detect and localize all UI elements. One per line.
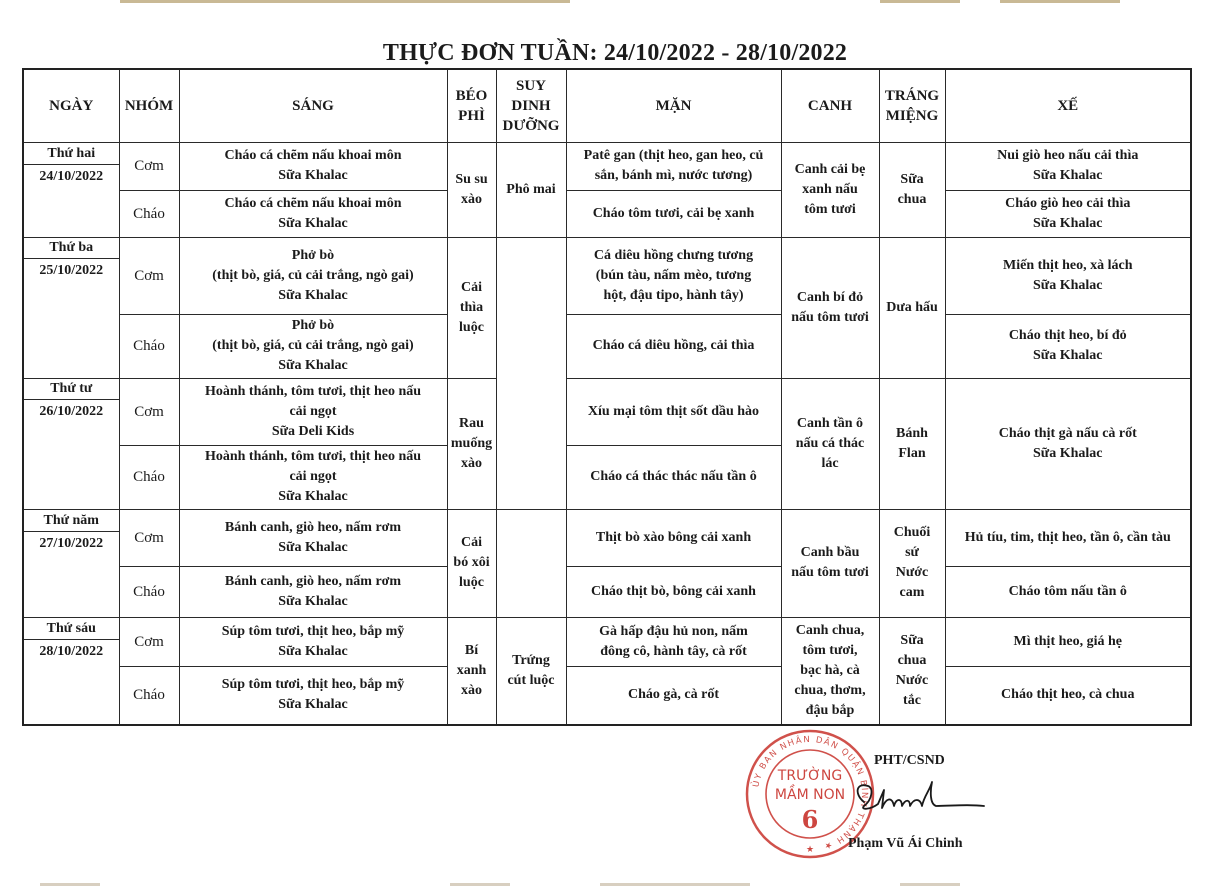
cell-line: Canh cải bẹ — [794, 161, 866, 177]
cell-line: (bún tàu, nấm mèo, tương — [595, 267, 752, 283]
cell-line: xào — [461, 455, 482, 471]
bottom-rule — [40, 883, 100, 886]
table-row — [23, 666, 1191, 725]
group-cell: Cơm — [119, 142, 179, 190]
cell-line: Su su — [455, 171, 488, 187]
breakfast-cell — [179, 617, 447, 666]
day-date: 28/10/2022 — [39, 644, 104, 660]
cell-line: Xíu mại tôm thịt sốt dầu hào — [587, 403, 760, 419]
header-xe: XẾ — [945, 69, 1191, 142]
xe-cell — [945, 617, 1191, 666]
svg-text:ỦY BAN NHÂN DÂN QUẬN BÌNH THẠN: ỦY BAN NHÂN DÂN QUẬN BÌNH THẠNH ★ — [751, 734, 870, 852]
cell-line: Sữa Khalac — [278, 593, 348, 609]
bottom-decoration — [0, 880, 1230, 887]
canh-cell — [781, 237, 879, 378]
cell-line: Cháo tôm tươi, cải bẹ xanh — [592, 205, 755, 221]
cell-line: Canh bí đỏ — [796, 289, 864, 305]
cell-line: Sữa Khalac — [1033, 348, 1103, 363]
cell-line: luộc — [459, 575, 484, 590]
group-cell: Cháo — [119, 314, 179, 378]
cell-line: cải ngọt — [289, 469, 337, 484]
cell-line: Phở bò — [291, 247, 335, 263]
group-cell: Cháo — [119, 666, 179, 725]
trang-mieng-cell — [879, 142, 945, 237]
cell-line: xào — [461, 191, 482, 207]
xe-cell — [945, 314, 1191, 378]
group-cell: Cơm — [119, 617, 179, 666]
handwritten-signature — [850, 776, 990, 826]
breakfast-cell — [179, 314, 447, 378]
day-date: 27/10/2022 — [39, 535, 104, 551]
cell-line: bạc hà, cà — [800, 662, 860, 678]
cell-line: Cháo thịt gà nấu cà rốt — [998, 425, 1137, 441]
breakfast-cell — [179, 445, 447, 509]
cell-line: Cháo thịt heo, cà chua — [1001, 687, 1135, 703]
cell-line: xanh nấu — [802, 181, 858, 197]
cell-line: nấu cá thác — [795, 435, 865, 451]
man-cell — [566, 666, 781, 725]
header-ngay: NGÀY — [23, 69, 119, 142]
man-cell — [566, 142, 781, 190]
beo-phi-cell — [447, 617, 496, 725]
cell-line: cam — [899, 585, 925, 600]
cell-line: Sữa Khalac — [278, 697, 348, 713]
cell-line: thìa — [459, 299, 484, 315]
cell-line: Cháo tôm nấu tần ô — [1008, 583, 1127, 599]
beo-phi-cell — [447, 378, 496, 509]
cell-line: hột, đậu tipo, hành tây) — [603, 287, 744, 303]
breakfast-cell — [179, 237, 447, 314]
cell-line: sắn, bánh mì, nước tương) — [594, 168, 753, 183]
table-row — [23, 509, 1191, 566]
canh-cell — [781, 509, 879, 617]
cell-line: Nước — [895, 672, 929, 688]
man-cell — [566, 617, 781, 666]
svg-text:MẦM NON: MẦM NON — [774, 787, 846, 803]
xe-cell — [945, 237, 1191, 314]
group-cell: Cháo — [119, 190, 179, 237]
breakfast-cell — [179, 190, 447, 237]
cell-line: Miến thịt heo, xà lách — [1003, 257, 1133, 273]
cell-line: Sữa Khalac — [278, 539, 348, 555]
table-row — [23, 566, 1191, 617]
cell-line: Sữa Khalac — [1033, 445, 1103, 461]
cell-line: nấu tôm tươi — [791, 309, 869, 325]
beo-phi-cell — [447, 237, 496, 378]
top-decoration — [0, 0, 1230, 6]
day-date: 26/10/2022 — [39, 403, 104, 419]
cell-line: (thịt bò, giá, củ cải trắng, ngò gai) — [212, 267, 414, 283]
cell-line: chua — [897, 191, 927, 207]
man-cell — [566, 509, 781, 566]
cell-line: Sữa Khalac — [278, 358, 348, 373]
breakfast-cell — [179, 666, 447, 725]
cell-line: Patê gan (thịt heo, gan heo, củ — [583, 148, 764, 163]
cell-line: Cải — [461, 279, 482, 295]
cell-line: Nước — [895, 565, 929, 580]
cell-line: Rau — [459, 415, 484, 431]
cell-line: Cháo cá chẽm nấu khoai môn — [224, 195, 402, 211]
trang-mieng-cell — [879, 617, 945, 725]
beo-phi-cell — [447, 509, 496, 617]
table-row — [23, 314, 1191, 378]
man-cell — [566, 566, 781, 617]
cell-line: Sữa — [900, 171, 924, 187]
cell-line: lác — [821, 455, 839, 471]
top-rule — [120, 0, 570, 3]
suy-dinh-duong-cell — [496, 237, 566, 509]
cell-line: Cháo thịt heo, bí đỏ — [1008, 328, 1127, 343]
man-cell — [566, 445, 781, 509]
cell-line: đông cô, hành tây, cà rốt — [600, 643, 747, 659]
cell-line: Sữa Khalac — [278, 287, 348, 303]
cell-line: Bánh canh, giò heo, nấm rơm — [224, 519, 402, 535]
signer-role: PHT/CSND — [874, 753, 945, 768]
breakfast-cell — [179, 378, 447, 445]
man-cell — [566, 314, 781, 378]
canh-cell — [781, 142, 879, 237]
cell-line: nấu tôm tươi — [791, 565, 869, 580]
cell-line: Hủ tíu, tim, thịt heo, tần ô, cần tàu — [964, 529, 1171, 545]
cell-line: Cháo giò heo cải thìa — [1005, 195, 1131, 211]
cell-line: tôm tươi, — [802, 642, 858, 658]
header-sang: SÁNG — [179, 69, 447, 142]
day-cell — [23, 509, 119, 617]
top-rule — [1000, 0, 1120, 3]
cell-line: Cháo gà, cà rốt — [628, 687, 719, 703]
header-canh: CANH — [781, 69, 879, 142]
header-beo-phi — [447, 69, 496, 142]
cell-line: Chuối — [893, 525, 931, 540]
cell-line: bó xôi — [453, 555, 490, 570]
cell-line: (thịt bò, giá, củ cải trắng, ngò gai) — [212, 338, 414, 353]
cell-line: Sữa Khalac — [1033, 277, 1103, 293]
xe-cell — [945, 142, 1191, 190]
cell-line: tôm tươi — [804, 201, 856, 217]
cell-line: Sữa Khalac — [278, 215, 348, 231]
day-name: Thứ hai — [24, 144, 119, 165]
cell-line: Sữa Khalac — [278, 643, 348, 659]
xe-cell — [945, 566, 1191, 617]
day-cell — [23, 237, 119, 378]
xe-cell — [945, 378, 1191, 509]
suy-dinh-duong-cell — [496, 509, 566, 617]
cell-line: DINH — [511, 97, 551, 114]
group-cell: Cháo — [119, 566, 179, 617]
trang-mieng-cell — [879, 509, 945, 617]
man-cell — [566, 190, 781, 237]
table-row — [23, 378, 1191, 445]
cell-line: Cháo cá diêu hồng, cải thìa — [592, 338, 755, 353]
cell-line: Canh bầu — [800, 545, 860, 560]
svg-text:★: ★ — [805, 845, 815, 855]
cell-line: Súp tôm tươi, thịt heo, bắp mỹ — [221, 623, 405, 639]
svg-text:TRƯỜNG: TRƯỜNG — [777, 768, 843, 784]
bottom-rule — [450, 883, 510, 886]
man-cell — [566, 378, 781, 445]
cell-line: PHÌ — [458, 107, 485, 124]
cell-line: Sữa — [900, 632, 924, 648]
cell-line: sứ — [905, 545, 919, 560]
header-row — [23, 69, 1191, 142]
cell-line: Sữa Khalac — [1033, 215, 1103, 231]
cell-line: Gà hấp đậu hủ non, nấm — [599, 623, 748, 639]
day-name: Thứ sáu — [24, 619, 119, 640]
page-title: THỰC ĐƠN TUẦN: 24/10/2022 - 28/10/2022 — [382, 40, 848, 66]
xe-cell — [945, 509, 1191, 566]
group-cell: Cơm — [119, 509, 179, 566]
xe-cell — [945, 666, 1191, 725]
day-cell — [23, 378, 119, 509]
top-rule — [880, 0, 960, 3]
cell-line: muống — [450, 435, 493, 451]
day-cell — [23, 617, 119, 725]
group-cell: Cơm — [119, 378, 179, 445]
cell-line: đậu bắp — [805, 702, 855, 718]
xe-cell — [945, 190, 1191, 237]
cell-line: xanh — [456, 662, 487, 678]
cell-line: xào — [461, 682, 482, 698]
cell-line: Bánh — [896, 425, 928, 441]
table-row — [23, 617, 1191, 666]
cell-line: chua, thơm, — [794, 682, 866, 698]
suy-dinh-duong-cell — [496, 142, 566, 237]
beo-phi-cell — [447, 142, 496, 237]
cell-line: Phô mai — [506, 181, 556, 197]
cell-line: MIỆNG — [885, 107, 939, 124]
cell-line: Flan — [898, 445, 926, 461]
bottom-rule — [900, 883, 960, 886]
header-nhom: NHÓM — [119, 69, 179, 142]
table-row — [23, 190, 1191, 237]
cell-line: Sữa Khalac — [1033, 168, 1103, 183]
cell-line: luộc — [459, 319, 484, 335]
cell-line: chua — [897, 652, 927, 668]
cell-line: Cháo cá thác thác nấu tần ô — [590, 469, 757, 484]
cell-line: Hoành thánh, tôm tươi, thịt heo nấu — [204, 449, 422, 464]
day-date: 25/10/2022 — [39, 262, 104, 278]
cell-line: Trứng — [512, 652, 550, 668]
cell-line: Sữa Deli Kids — [271, 423, 355, 439]
man-cell — [566, 237, 781, 314]
day-name: Thứ tư — [24, 379, 119, 400]
cell-line: TRÁNG — [884, 87, 940, 104]
cell-line: cải ngọt — [289, 403, 337, 419]
suy-dinh-duong-cell — [496, 617, 566, 725]
cell-line: Bí — [464, 642, 479, 658]
table-row — [23, 237, 1191, 314]
canh-cell — [781, 378, 879, 509]
svg-text:6: 6 — [801, 805, 819, 834]
cell-line: Cháo cá chẽm nấu khoai môn — [224, 148, 402, 163]
cell-line: Sữa Khalac — [278, 489, 348, 504]
cell-line: DƯỠNG — [502, 117, 560, 134]
cell-line: Sữa Khalac — [278, 168, 348, 183]
cell-line: Canh chua, — [795, 622, 865, 638]
cell-line: Bánh canh, giò heo, nấm rơm — [224, 573, 402, 589]
cell-line: Nui giò heo nấu cải thìa — [997, 148, 1139, 163]
cell-line: BÉO — [455, 87, 488, 104]
cell-line: Cháo thịt bò, bông cải xanh — [591, 583, 756, 599]
header-trang-mieng — [879, 69, 945, 142]
bottom-rule — [600, 883, 750, 886]
breakfast-cell — [179, 509, 447, 566]
trang-mieng-cell — [879, 237, 945, 378]
cell-line: tắc — [903, 692, 921, 708]
cell-line: Cá diêu hồng chưng tương — [593, 247, 754, 263]
group-cell: Cơm — [119, 237, 179, 314]
cell-line: cút luộc — [507, 672, 555, 688]
canh-cell — [781, 617, 879, 725]
signer-name: Phạm Vũ Ái Chinh — [848, 836, 963, 851]
day-cell — [23, 142, 119, 237]
cell-line: Phở bò — [291, 318, 335, 333]
header-man: MẶN — [566, 69, 781, 142]
cell-line: Mì thịt heo, giá hẹ — [1013, 633, 1122, 649]
day-name: Thứ năm — [24, 511, 119, 532]
breakfast-cell — [179, 142, 447, 190]
header-suy-dinh-duong — [496, 69, 566, 142]
day-name: Thứ ba — [24, 238, 119, 259]
trang-mieng-cell — [879, 378, 945, 509]
cell-line: Canh tần ô — [796, 415, 864, 431]
cell-line: Hoành thánh, tôm tươi, thịt heo nấu — [204, 383, 422, 399]
group-cell: Cháo — [119, 445, 179, 509]
cell-line: Cải — [461, 535, 482, 550]
breakfast-cell — [179, 566, 447, 617]
weekly-menu-table — [22, 68, 1192, 726]
day-date: 24/10/2022 — [39, 168, 104, 184]
cell-line: Thịt bò xào bông cải xanh — [595, 529, 752, 545]
table-row — [23, 142, 1191, 190]
cell-line: Súp tôm tươi, thịt heo, bắp mỹ — [221, 677, 405, 693]
cell-line: Dưa hấu — [886, 299, 938, 315]
cell-line: SUY — [515, 77, 546, 94]
